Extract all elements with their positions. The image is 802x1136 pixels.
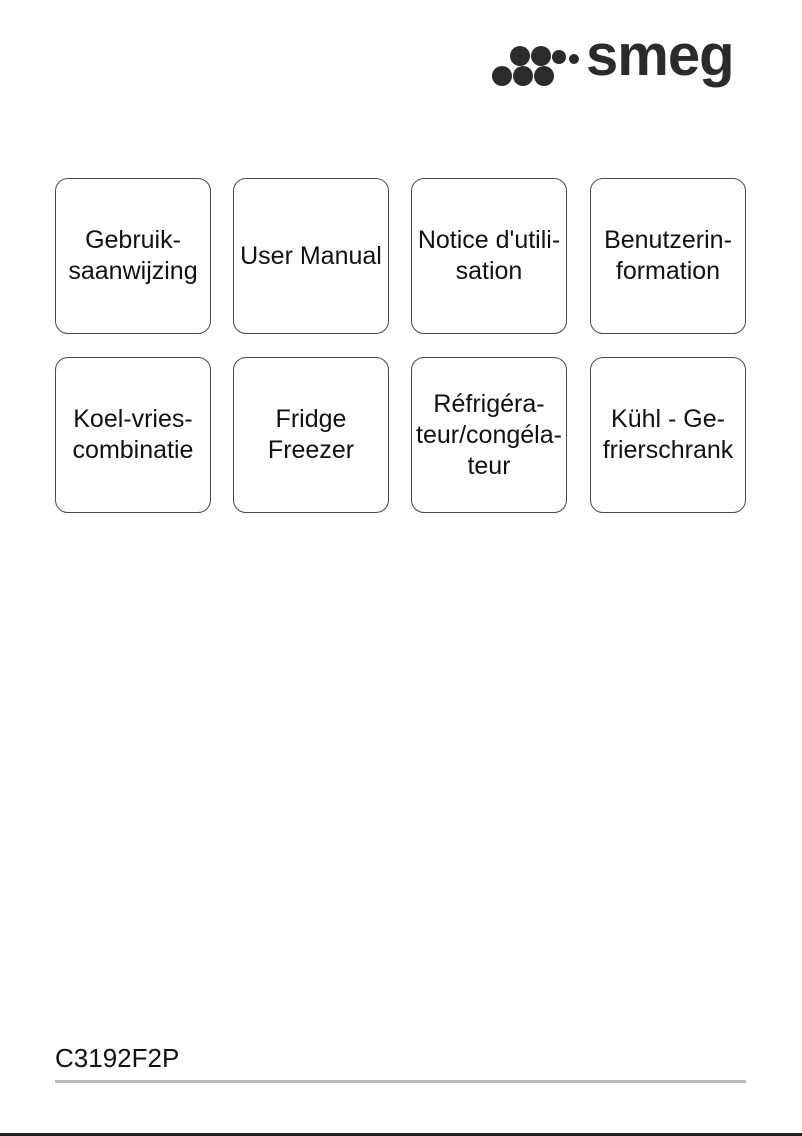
footer-divider [55,1080,746,1083]
box-label: Gebruik- saanwijzing [68,226,198,285]
box-benutzerinformation [590,178,746,334]
box-koel-vries-combinatie [55,357,211,513]
box-label: Fridge Freezer [267,405,355,464]
box-label: Réfrigéra- teur/congéla- teur [416,389,562,480]
box-label: User Manual [240,241,382,270]
brand-name: smeg [586,23,734,88]
box-label: Koel-vries- combinatie [72,405,194,464]
box-gebruiksaanwijzing [55,178,211,334]
smeg-logo [490,23,750,94]
box-user-manual [233,178,389,334]
box-label: Notice d'utili- sation [417,226,561,285]
logo-dots-icon [490,34,586,94]
box-label: Benutzerin- formation [604,226,732,285]
box-notice-utilisation [411,178,567,334]
box-label: Kühl - Ge- frierschrank [602,405,734,464]
box-kuehl-gefrierschrank [590,357,746,513]
box-fridge-freezer [233,357,389,513]
box-refrigerateur-congelateur [411,357,567,513]
model-code: C3192F2P [55,1043,180,1073]
